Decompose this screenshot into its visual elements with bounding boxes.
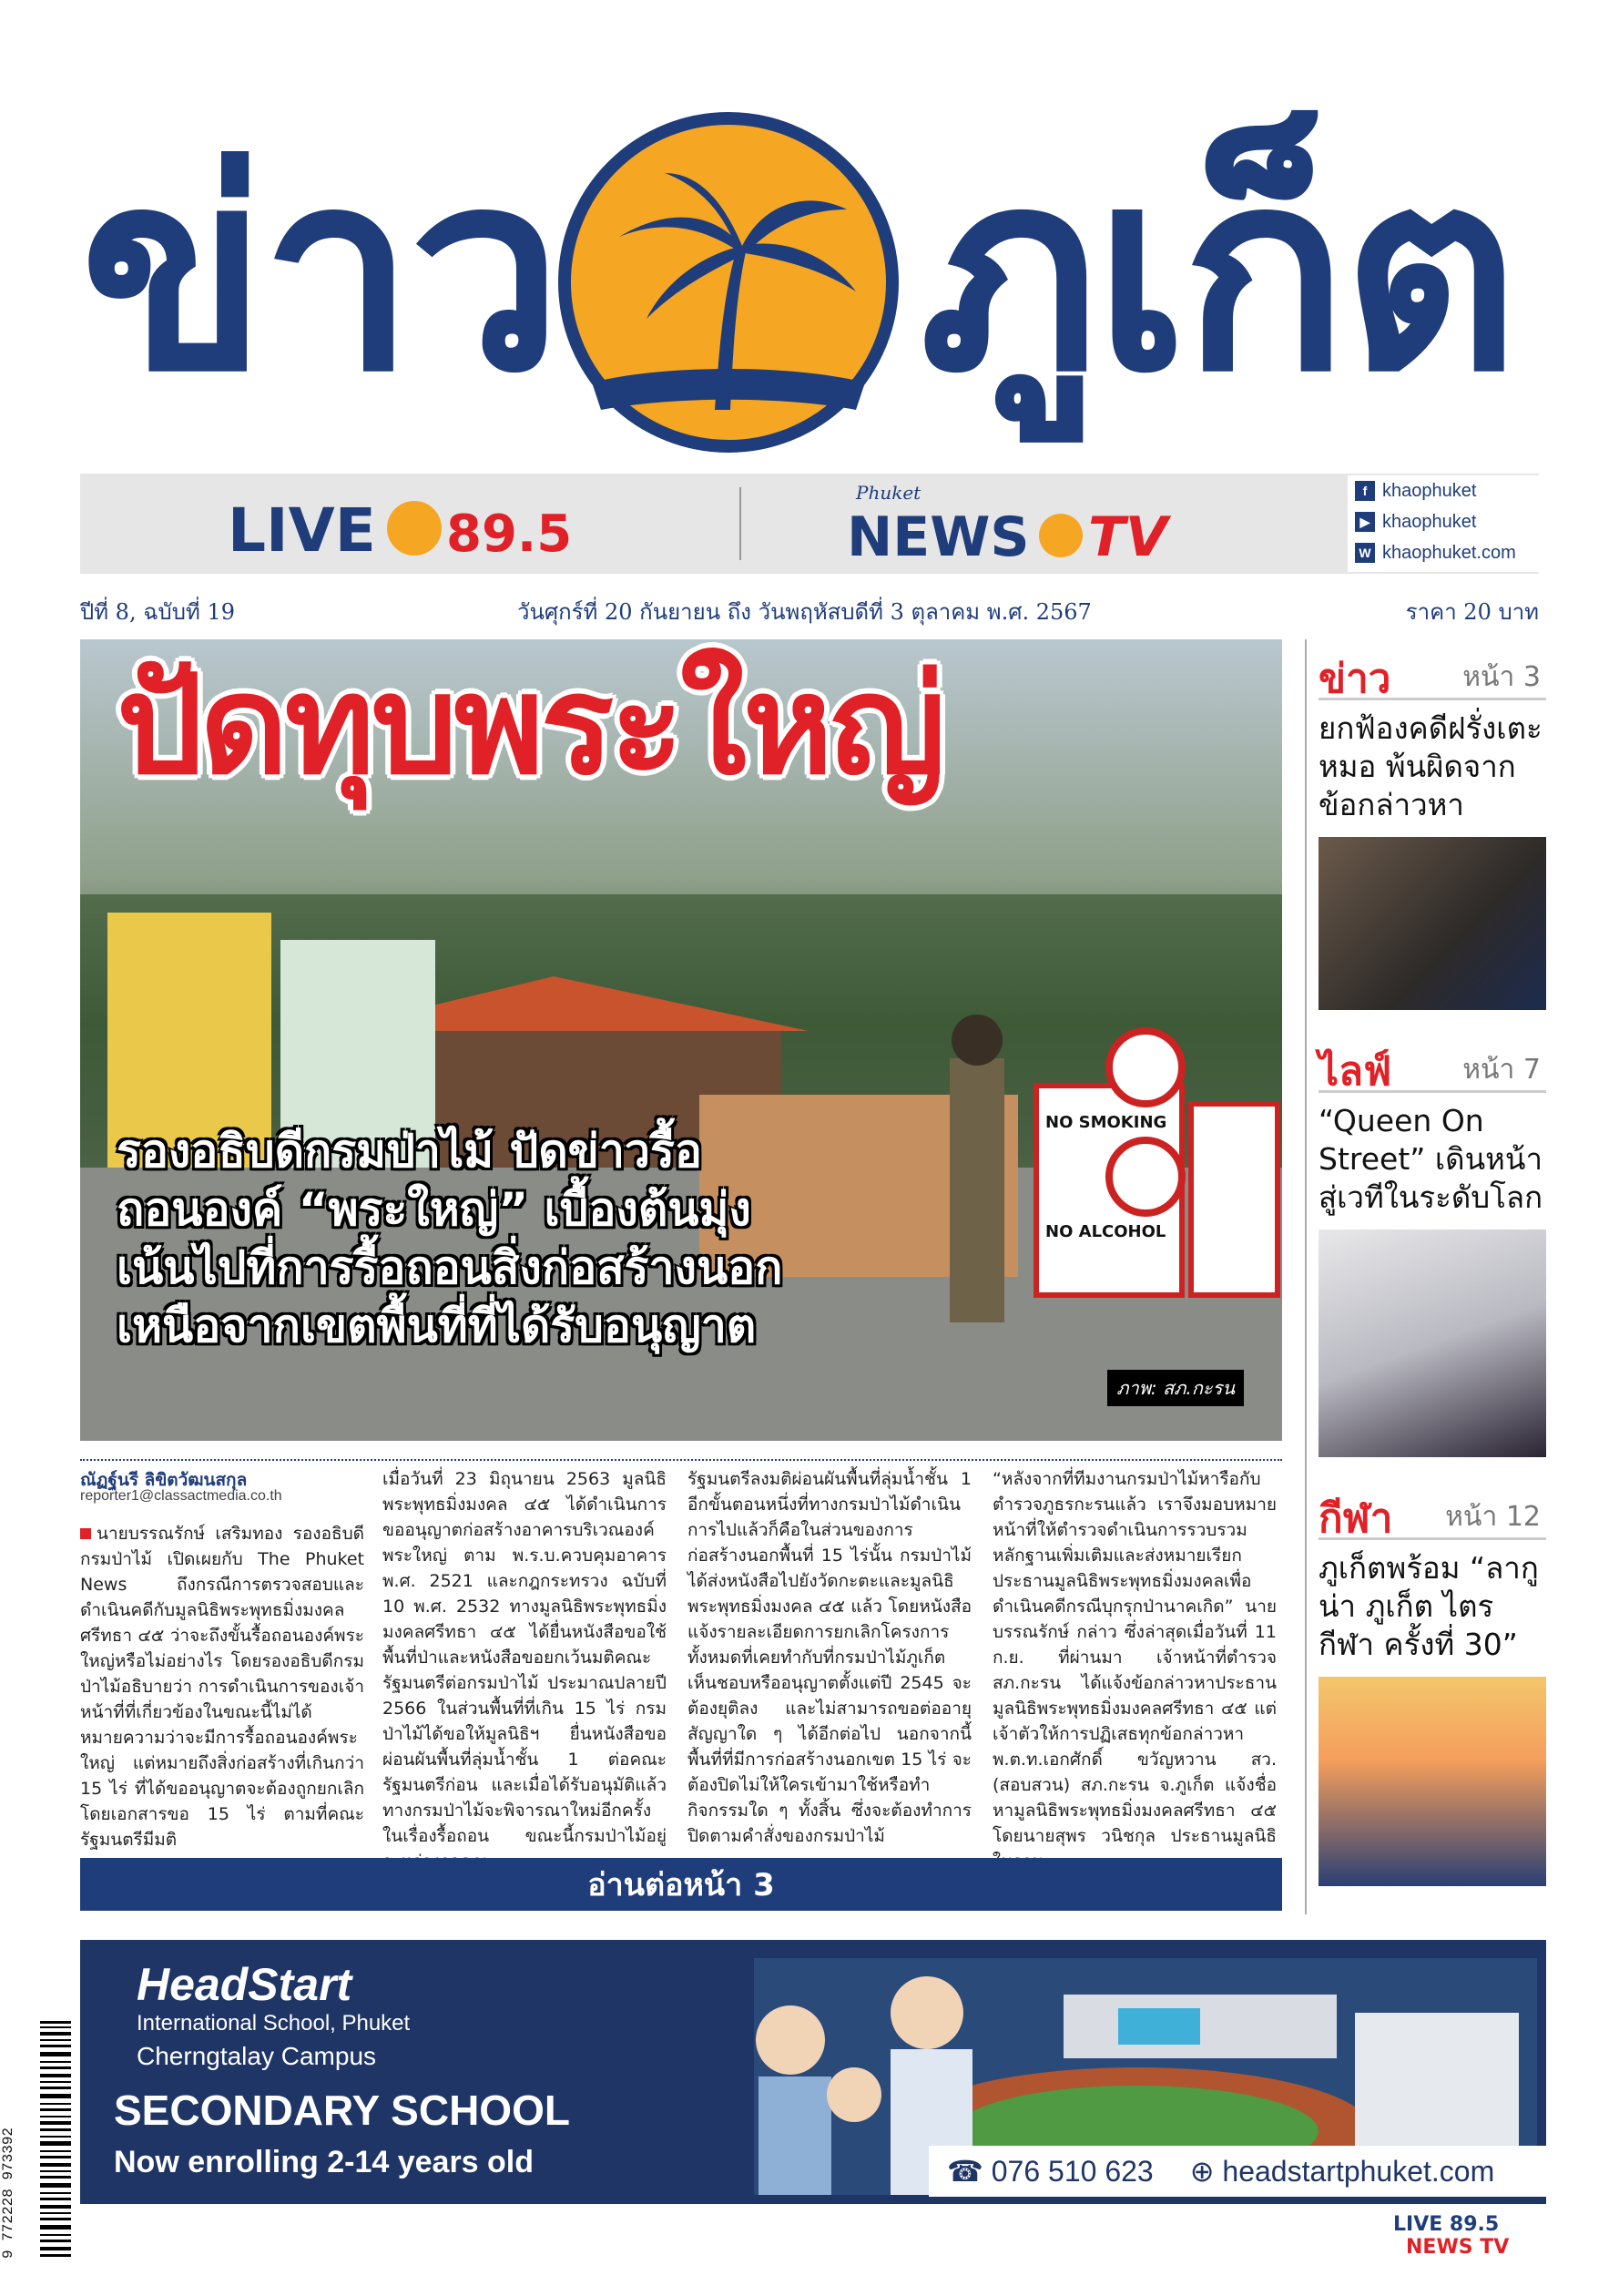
sidebar-photo bbox=[1319, 1230, 1546, 1457]
article-column-2: เมื่อวันที่ 23 มิถุนายน 2563 มูลนิธิพระพุทธมิ่งมงคล ๔๕ ได้ดำเนินการขออนุญาตก่อสร้างอาคารบริเวณองค์พระใหญ่ ตาม พ.ร.บ.ควบคุมอาคาร พ.ศ. 2521 และกฎกระทรวง ฉบับที่ 10 พ.ศ. 2532 ทางมูลนิธิพระพุทธมิ่งมงคลศรีทธา ๔๕ ได้ยื่นหนังสือขอใช้พื้นที่ป่าและหนังสือขอยกเว้นมติคณะรัฐมนตรีต่อกรมป่าไม้ ประมาณปลายปี 2566 ในส่วนพื้นที่ที่เกิน 15 ไร่ กรมป่าไม้ได้ขอให้มูลนิธิฯ ยื่นหนังสือขอผ่อนผันพื้นที่ลุ่มน้ำชั้น 1 ต่อคณะรัฐมนตรีก่อน และเมื่อได้รับอนุมัติแล้ว ทางกรมป่าไม้จะพิจารณาใหม่อีกครั้งในเรื่องรื้อถอน ขณะนี้กรมป่าไม้อยู่ bbox=[382, 1469, 667, 1846]
footer-logos bbox=[1393, 2213, 1557, 2259]
sidebar-item-header bbox=[1319, 639, 1546, 700]
svg-text:89.5: 89.5 bbox=[446, 505, 573, 564]
social-youtube-label: khaophuket bbox=[1382, 511, 1477, 532]
masthead-left-word: ข่าว bbox=[80, 114, 557, 432]
social-youtube[interactable] bbox=[1348, 506, 1539, 537]
footer-news-logo: NEWS TV bbox=[1406, 2236, 1510, 2259]
ad-campus: Cherngtalay Campus bbox=[137, 2042, 377, 2070]
social-links bbox=[1348, 475, 1539, 572]
sidebar-item-header bbox=[1319, 1032, 1546, 1093]
hero-subhead-line: เหนือจากเขตพื้นที่ที่ได้รับอนุญาต bbox=[117, 1300, 757, 1352]
youtube-icon: ▶ bbox=[1355, 512, 1375, 532]
website-icon: W bbox=[1355, 543, 1375, 563]
sidebar-page: หน้า 7 bbox=[1462, 1054, 1541, 1086]
bullet-marker bbox=[80, 1528, 91, 1539]
sidebar-teaser: “Queen On Street” เดินหน้าสู่เวทีในระดับโลก bbox=[1319, 1103, 1543, 1215]
byline-author: ณัฏฐ์นรี ลิขิตวัฒนสกุล bbox=[80, 1470, 248, 1490]
hero-subhead-line: รองอธิบดีกรมป่าไม้ ปัดข่าวรื้อ bbox=[117, 1125, 702, 1178]
social-website-label: khaophuket.com bbox=[1382, 542, 1516, 563]
sidebar-item-header bbox=[1319, 1479, 1546, 1540]
sidebar-photo bbox=[1319, 837, 1546, 1010]
ad-website-url: headstartphuket.com bbox=[1222, 2155, 1495, 2188]
article-text: นายบรรณรักษ์ เสริมทอง รองอธิบดีกรมป่าไม้ เปิดเผยกับ The Phuket News ถึงกรณีการตรวจสอบและดำเนินคดีกับมูลนิธิพระพุทธมิ่งมงคลศรีทธา ๔๕ ว่าจะถึงขั้นรื้อถอนองค์พระใหญ่หรือไม่อย่างไร โดยรองอธิบดีกรมป่าไม้อธิบายว่า การดำเนินการของเจ้าหน้าที่ที่เกี่ยวข้องในขณะนี้ไม่ได้หมายความว่าจะมีการรื้อถอนองค์พระใหญ่ แต่หมายถึงสิ่งก่อสร้างที่เกินกว่า 15 ไร่ ที่ได้ขออนุญาตจะต้องถูกยกเลิก โดยเอกสารขอ 15 ไร่ ตามที่คณะรัฐมนตรีมีมติ bbox=[80, 1524, 364, 1850]
sidebar-page: หน้า 3 bbox=[1462, 661, 1541, 693]
barcode-number: 9 772228 973392 bbox=[0, 2127, 16, 2259]
social-facebook-label: khaophuket bbox=[1382, 480, 1477, 501]
svg-text:TV: TV bbox=[1088, 505, 1168, 569]
hero-headline: ปัดทุบพระใหญ่ bbox=[117, 647, 942, 805]
sidebar-item-sport[interactable] bbox=[1319, 1479, 1546, 1886]
ad-phone-number: 076 510 623 bbox=[991, 2155, 1154, 2188]
ad-headline: SECONDARY SCHOOL bbox=[114, 2087, 570, 2134]
sidebar-teaser: ภูเก็ตพร้อม “ลากูน่า ภูเก็ต ไตรกีฬา ครั้งที่ 30” bbox=[1319, 1550, 1539, 1662]
continued-bar[interactable]: อ่านต่อหน้า 3 bbox=[80, 1858, 1282, 1911]
live-radio-logo bbox=[155, 483, 610, 565]
article-column-3: รัฐมนตรีลงมติผ่อนผันพื้นที่ลุ่มน้ำชั้น 1 อีกขั้นตอนหนึ่งที่ทางกรมป่าไม้ดำเนินการไปแล้วก็คือในส่วนของการก่อสร้างนอกพื้นที่ 15 ไร่นั้น กรมป่าไม้ได้ส่งหนังสือไปยังวัดกะตะและมูลนิธิพระพุทธมิ่งมงคล ๔๕ แล้ว โดยหนังสือแจ้งรายละเอียดการยกเลิกโครงการทั้งหมดที่เคยทำกับที่กรมป่าไม้ภูเก็ตเห็นชอบหรืออนุญาตตั้งแต่ปี 2545 จะต้องยุติลง และไม่สามารถขอต่ออายุสัญญาใด ๆ ได้อีกต่อไป นอกจากนี้พื้นที่ที่มีการก่อสร้างนอกเขต 15 ไร่ จะต้องปิดไม่ให้ใครเข้ามาใช้หรือทำกิจกรรมใด ๆ ทั้งสิ้น ซึ่งจะต้องทำการปิดตามคำสั่งของกรมป่าไม้ bbox=[687, 1469, 972, 1846]
issue-date: วันศุกร์ที่ 20 กันยายน ถึง วันพฤหัสบดีที่ 3 ตุลาคม พ.ศ. 2567 bbox=[517, 599, 1092, 625]
sidebar-item-life[interactable] bbox=[1319, 1032, 1546, 1457]
article-column-4: “หลังจากที่ทีมงานกรมป่าไม้หารือกับตำรวจภูธรกะรนแล้ว เราจึงมอบหมายหน้าที่ให้ตำรวจดำเนินการรวบรวมหลักฐานเพิ่มเติมและส่งหมายเรียกประธานมูลนิธิพระพุทธมิ่งมงคลเพื่อดำเนินคดีกรณีบุกรุกป่านาคเกิด” นายบรรณรักษ์ กล่าว ซึ่งล่าสุดเมื่อวันที่ 11 ก.ย. ที่ผ่านมา เจ้าหน้าที่ตำรวจ สภ.กะรน ได้แจ้งข้อกล่าวหาประธานมูลนิธิพระพุทธมิ่งมงคลศรีทธา ๔๕ แต่เจ้าตัวให้การปฏิเสธทุกข้อกล่าวหา พ.ต.ท.เอกศักดิ์ ขวัญหวาน สว.(สอบสวน) สภ.กะรน จ.ภูเก็ต แจ้งชื่อหามูลนิธิพระพุทธมิ่งมงคลศรีทธา ๔๕ โดยนายสุพร วนิชกุล ประธานมูลนิธิ bbox=[993, 1469, 1277, 1846]
article-column-1 bbox=[80, 1521, 364, 1858]
ad-phone[interactable]: ☎ 076 510 623 bbox=[947, 2155, 1154, 2188]
hero-subhead-line: ถอนองค์ “พระใหญ่” เบื้องต้นมุ่ง bbox=[117, 1183, 751, 1236]
sidebar-item-news[interactable] bbox=[1319, 639, 1546, 1010]
sidebar-divider bbox=[1305, 639, 1307, 1914]
ad-school-name: International School, Phuket bbox=[137, 2011, 411, 2036]
svg-text:LIVE: LIVE bbox=[228, 495, 376, 566]
hero-photo bbox=[80, 639, 1282, 1441]
photo-credit: ภาพ: สภ.กะรน bbox=[1107, 1370, 1244, 1406]
article-rule bbox=[80, 1459, 1282, 1461]
sidebar-photo bbox=[1319, 1677, 1546, 1886]
svg-text:NEWS: NEWS bbox=[847, 505, 1030, 569]
sidebar-section: ข่าว bbox=[1319, 656, 1391, 702]
ad-brand-name: HeadStart bbox=[137, 1959, 352, 2010]
sidebar-page: หน้า 12 bbox=[1445, 1501, 1541, 1533]
sidebar-section: ไลฟ์ bbox=[1319, 1048, 1392, 1095]
svg-text:Phuket: Phuket bbox=[856, 482, 922, 504]
social-website[interactable] bbox=[1348, 537, 1539, 568]
issue-price: ราคา 20 บาท bbox=[1405, 599, 1539, 625]
hero-subhead-line: เน้นไปที่การรื้อถอนสิ่งก่อสร้างนอก bbox=[117, 1241, 783, 1294]
date-line bbox=[80, 594, 1539, 627]
bar-divider bbox=[739, 487, 741, 560]
sidebar-teaser: ยกฟ้องคดีฝรั่งเตะหมอ พ้นผิดจากข้อกล่าวหา bbox=[1319, 710, 1543, 822]
sign-no-alcohol: NO ALCOHOL bbox=[1045, 1222, 1166, 1241]
ad-contact bbox=[929, 2146, 1548, 2197]
social-facebook[interactable] bbox=[1348, 475, 1539, 506]
masthead-right-word: ภูเก็ต bbox=[920, 114, 1514, 432]
ad-website[interactable]: ⊕ headstartphuket.com bbox=[1189, 2155, 1495, 2188]
footer-live-logo: LIVE 89.5 bbox=[1393, 2213, 1500, 2236]
palm-sun-logo-icon bbox=[555, 109, 901, 455]
sidebar bbox=[1319, 639, 1546, 1886]
ad-brand-block bbox=[137, 1958, 410, 2071]
news-tv-logo bbox=[847, 479, 1266, 569]
barcode bbox=[18, 2017, 73, 2263]
issue-number: ปีที่ 8, ฉบับที่ 19 bbox=[80, 599, 236, 625]
byline-email[interactable]: reporter1@classactmedia.co.th bbox=[80, 1488, 282, 1504]
ad-enroll: Now enrolling 2-14 years old bbox=[114, 2145, 535, 2179]
facebook-icon: f bbox=[1355, 481, 1375, 501]
sidebar-section: กีฬา bbox=[1319, 1495, 1393, 1542]
sign-no-smoking: NO SMOKING bbox=[1045, 1113, 1167, 1132]
